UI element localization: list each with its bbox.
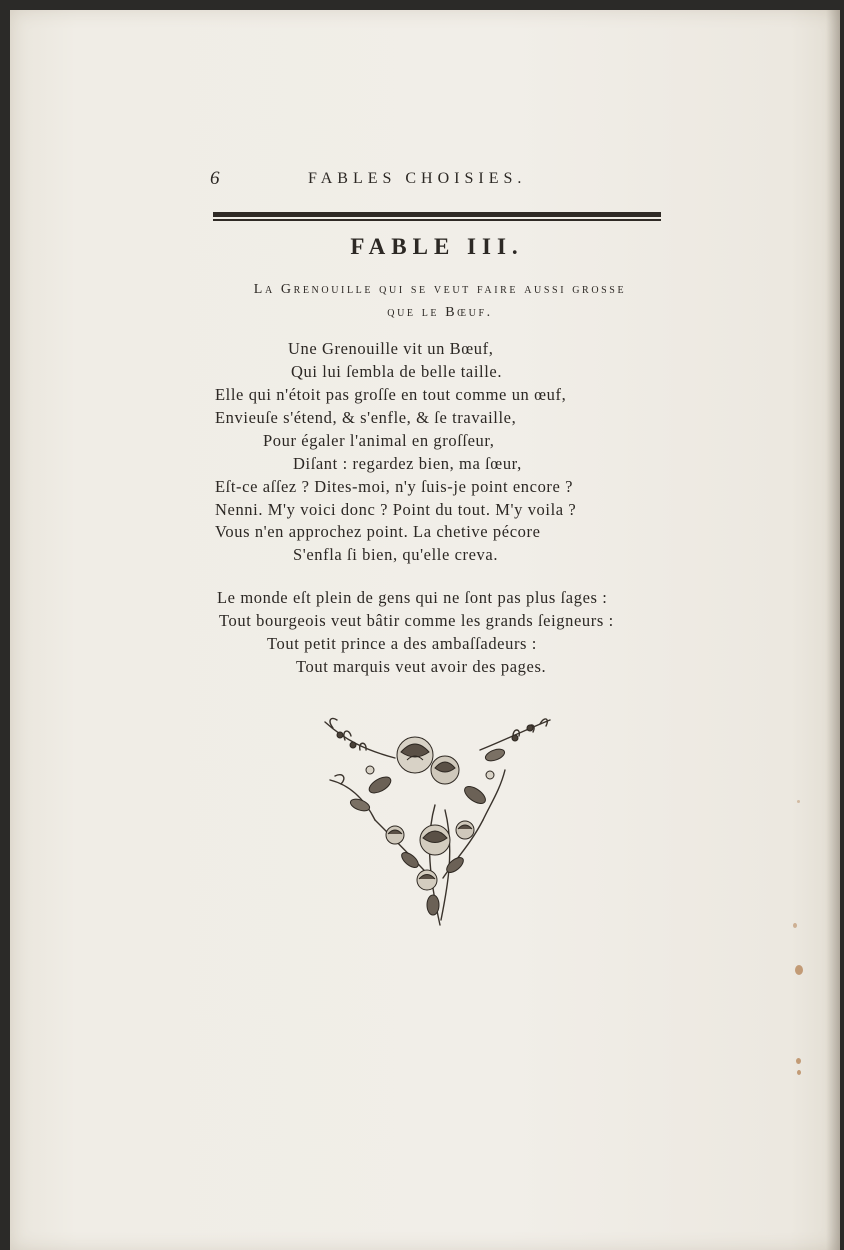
moral-line: Tout bourgeois veut bâtir comme les grands ſeigneurs : <box>219 611 614 630</box>
verse-line: Vous n'en approchez point. La chetive pécore <box>215 522 541 541</box>
verse-line: Elle qui n'étoit pas groſſe en tout comme un œuf, <box>215 385 567 404</box>
header-double-rule <box>213 212 661 221</box>
subtitle-line-1: La Grenouille qui se veut faire aussi grosse <box>253 282 627 297</box>
verse-line: Une Grenouille vit un Bœuf, <box>288 339 494 358</box>
book-page <box>10 10 840 1250</box>
page-spine-shadow <box>826 10 840 1250</box>
foxing-spot <box>797 1070 801 1075</box>
verse-line: Nenni. M'y voici donc ? Point du tout. M'y voila ? <box>215 500 577 519</box>
subtitle-line-2: que le Bœuf. <box>387 305 493 320</box>
verse-line: Pour égaler l'animal en groſſeur, <box>263 431 495 450</box>
foxing-spot <box>797 800 800 803</box>
moral-line: Tout marquis veut avoir des pages. <box>296 657 547 676</box>
page-number: 6 <box>210 168 220 189</box>
verse-line: Eſt-ce aſſez ? Dites-moi, n'y ſuis-je point encore ? <box>215 477 574 496</box>
running-header <box>210 168 662 196</box>
running-title: FABLES CHOISIES. <box>308 170 527 187</box>
fable-subtitle <box>210 278 670 324</box>
verse-line: Qui lui ſembla de belle taille. <box>291 362 503 381</box>
foxing-spot <box>796 1058 801 1064</box>
moral-line: Tout petit prince a des ambaſſadeurs : <box>267 634 537 653</box>
verse-line: Diſant : regardez bien, ma ſœur, <box>293 454 522 473</box>
moral-line: Le monde eſt plein de gens qui ne ſont pas plus ſages : <box>217 588 608 607</box>
foxing-spot <box>795 965 803 975</box>
verse-line: Envieuſe s'étend, & s'enfle, & ſe travaille, <box>215 408 517 427</box>
fable-title: FABLE III. <box>350 234 524 259</box>
foxing-spot <box>793 923 797 928</box>
verse-line: S'enfla ſi bien, qu'elle creva. <box>293 545 499 564</box>
floral-fleuron-icon <box>315 710 555 940</box>
